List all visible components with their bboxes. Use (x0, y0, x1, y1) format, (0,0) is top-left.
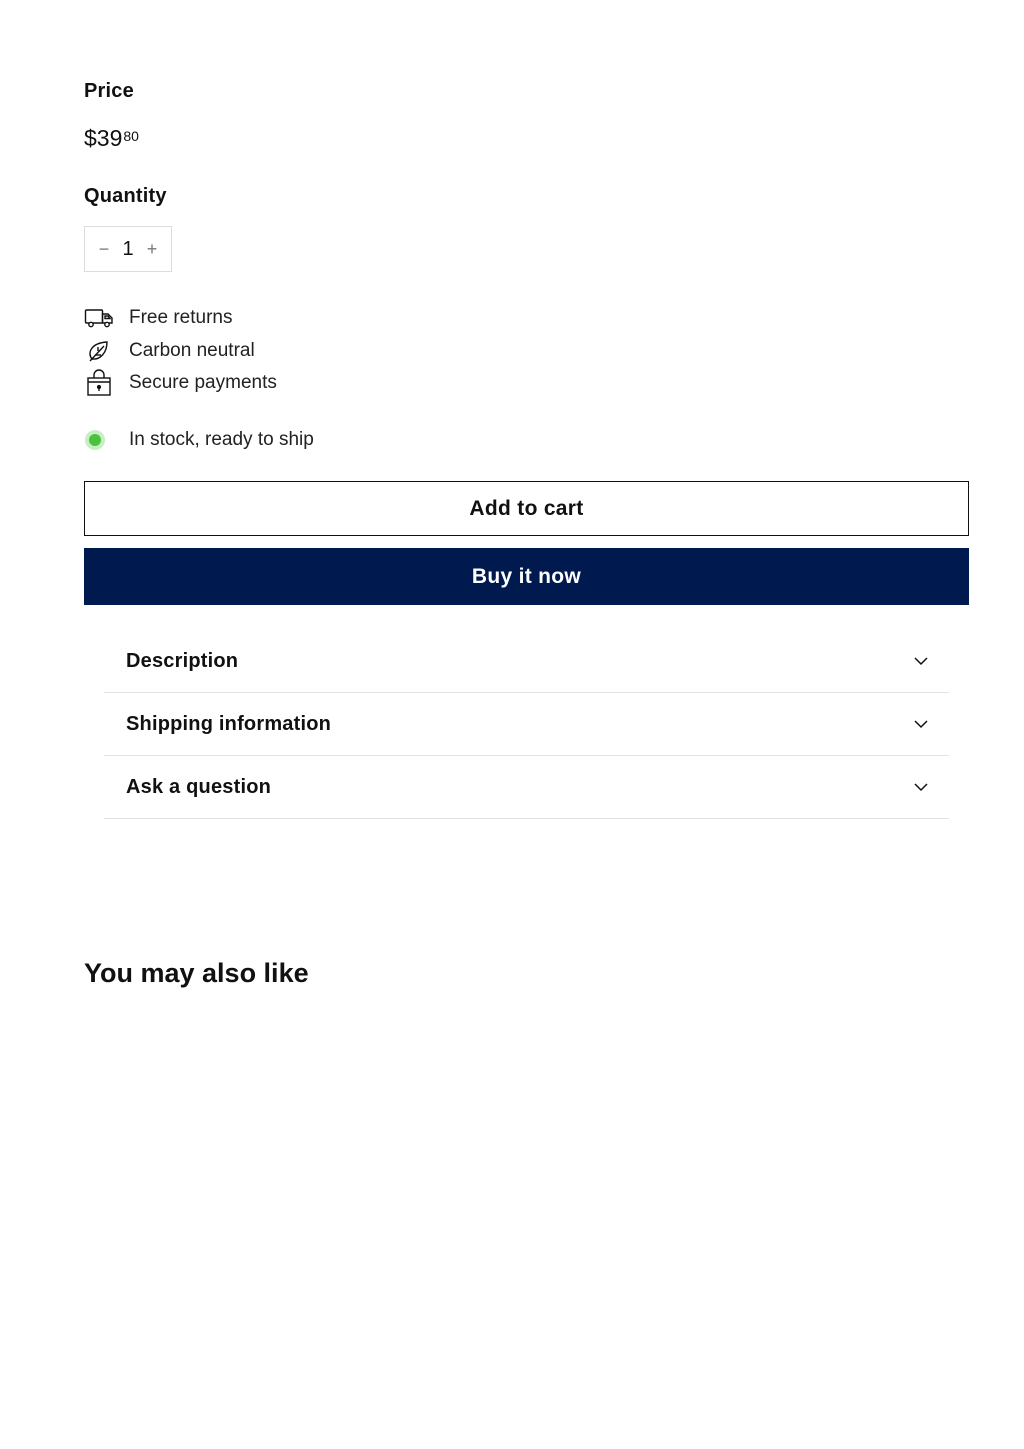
accordion-item-description[interactable] (104, 630, 949, 693)
feature-item (84, 302, 277, 335)
stock-label: In stock, ready to ship (129, 429, 314, 450)
chevron-down-icon (913, 716, 929, 732)
quantity-label: Quantity (84, 185, 167, 207)
lock-bag-icon (84, 369, 116, 397)
truck-icon (84, 304, 116, 332)
chevron-down-icon (913, 653, 929, 669)
chevron-down-icon (913, 779, 929, 795)
quantity-stepper (84, 226, 172, 272)
related-products-heading: You may also like (84, 958, 309, 988)
feature-label: Secure payments (129, 372, 277, 394)
quantity-input[interactable]: 1 (122, 237, 134, 260)
product-accordion (104, 630, 949, 819)
add-to-cart-button[interactable]: Add to cart (84, 481, 969, 536)
quantity-decrement-button[interactable]: − (98, 238, 110, 259)
quantity-increment-button[interactable]: + (146, 238, 158, 259)
stock-dot-icon (89, 434, 101, 446)
price-cents: 80 (123, 128, 139, 144)
feature-item (84, 335, 277, 368)
accordion-item-ask-question[interactable] (104, 756, 949, 819)
accordion-title: Description (126, 649, 239, 672)
feature-list (84, 302, 277, 400)
feature-label: Carbon neutral (129, 339, 255, 361)
stock-status (84, 426, 314, 454)
accordion-item-shipping[interactable] (104, 693, 949, 756)
feature-label: Free returns (129, 307, 233, 329)
leaf-icon (84, 337, 116, 365)
price-currency: $ (84, 125, 97, 151)
accordion-title: Ask a question (126, 775, 272, 798)
stock-indicator (84, 426, 116, 454)
feature-item (84, 367, 277, 400)
price-whole: 39 (96, 125, 123, 151)
buy-now-button[interactable]: Buy it now (84, 548, 969, 605)
accordion-title: Shipping information (126, 712, 332, 735)
price-value (84, 124, 139, 152)
price-label: Price (84, 80, 134, 102)
